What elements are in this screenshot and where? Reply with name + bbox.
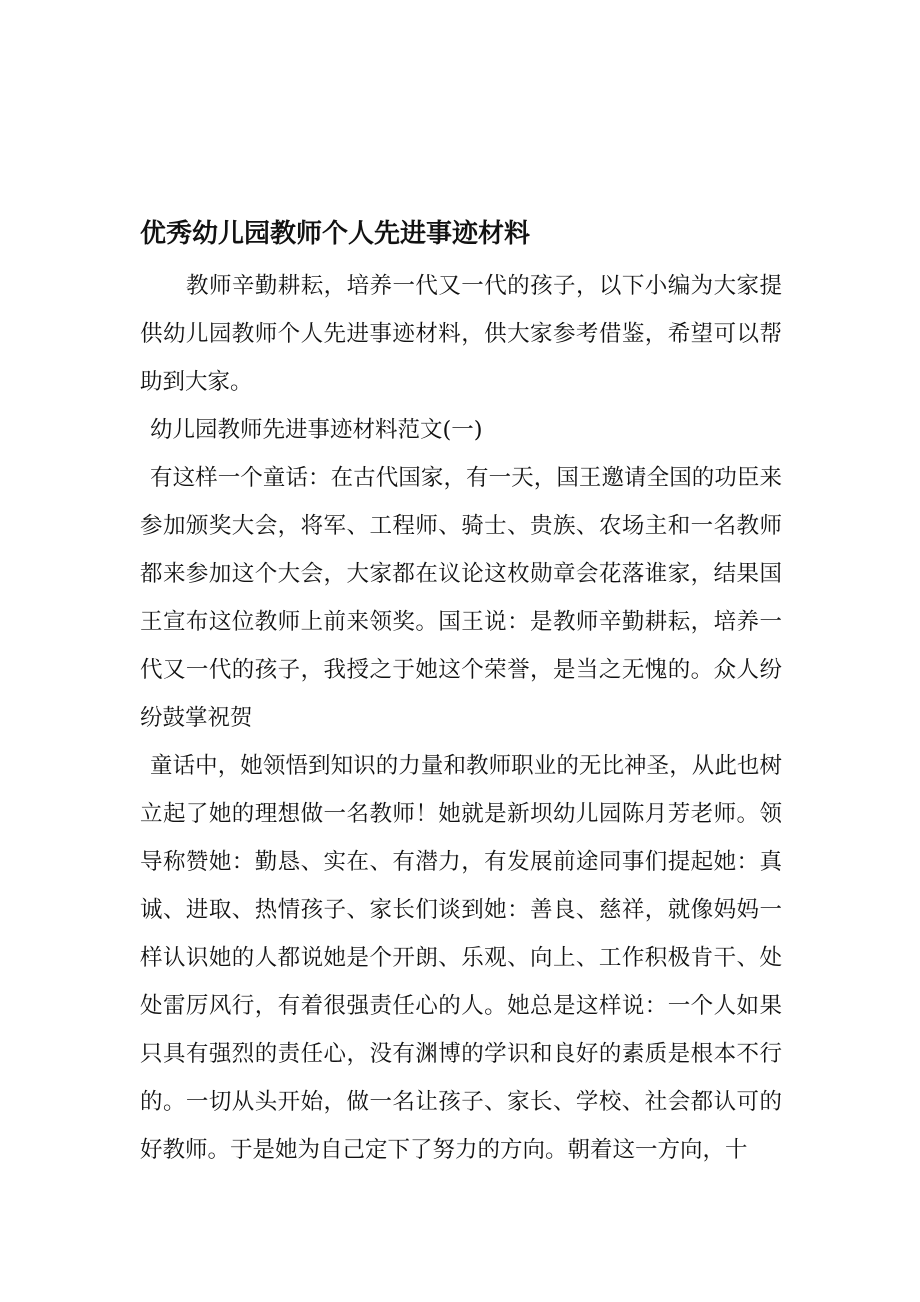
body-paragraph-2: 童话中，她领悟到知识的力量和教师职业的无比神圣，从此也树立起了她的理想做一名教师！她就是新坝幼儿园陈月芳老师。领导称赞她：勤恳、实在、有潜力，有发展前途同事们提起她：真诚、进取、热情孩子、家长们谈到她：善良、慈祥，就像妈妈一样认识她的人都说她是个开朗、乐观、向上、工作积极肯干、处处雷厉风行，有着很强责任心的人。她总是这样说：一个人如果只具有强烈的责任心，没有渊博的学识和良好的素质是根本不行的。一切从头开始，做一名让孩子、家长、学校、社会都认可的好教师。于是她为自己定下了努力的方向。朝着这一方向，十 [140,753,782,1163]
body-paragraph-1: 有这样一个童话：在古代国家，有一天，国王邀请全国的功臣来参加颁奖大会，将军、工程师、骑士、贵族、农场主和一名教师都来参加这个大会，大家都在议论这枚勋章会花落谁家，结果国王宣布这位教师上前来领奖。国王说：是教师辛勤耕耘，培养一代又一代的孩子，我授之于她这个荣誉，是当之无愧的。众人纷纷鼓掌祝贺 [140,465,782,731]
document-title: 优秀幼儿园教师个人先进事迹材料 [140,219,531,249]
section-heading: 幼儿园教师先进事迹材料范文(一) [150,417,483,443]
intro-paragraph: 教师辛勤耕耘，培养一代又一代的孩子，以下小编为大家提供幼儿园教师个人先进事迹材料，供大家参考借鉴，希望可以帮助到大家。 [140,273,782,395]
document-content [140,214,782,1174]
